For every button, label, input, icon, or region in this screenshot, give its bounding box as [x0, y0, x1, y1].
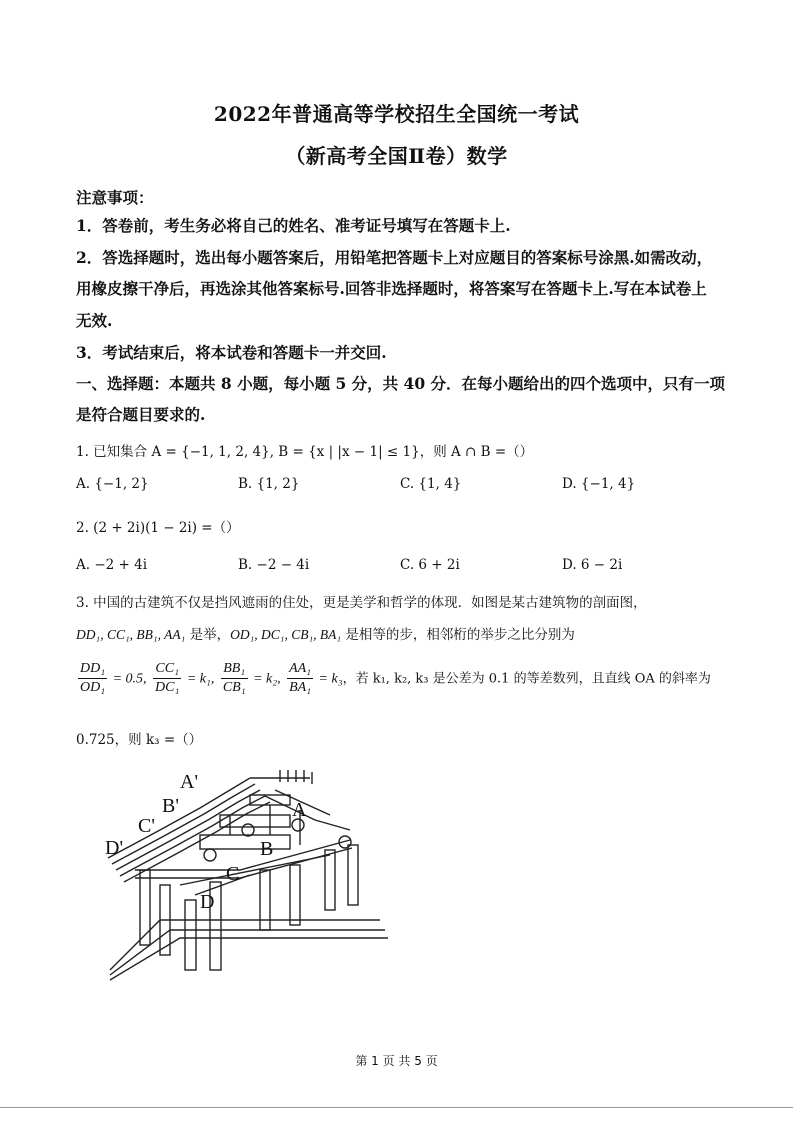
notice-item-3: 3．考试结束后，将本试卷和答题卡一并交回. — [76, 343, 387, 362]
ratio-fraction-3: $\frac{\text{BB₁}}{\text{CB₁}}$ — [222, 661, 246, 695]
bu-list: OD₁, DC₁, CB₁, BA₁ — [230, 627, 342, 642]
question-3-condition: ，若 k₁, k₂, k₃ 是公差为 0.1 的等差数列，且直线 OA 的斜率为 — [342, 671, 711, 687]
ju-label: 是举， — [185, 627, 231, 643]
label-c-prime: C' — [138, 815, 155, 837]
notice-item-2-line-2: 用橡皮擦干净后，再选涂其他答案标号.回答非选择题时，将答案写在答题卡上.写在本试卷上 — [76, 279, 707, 298]
ratio-fraction-2: $\frac{\text{CC₁}}{\text{DC₁}}$ — [155, 661, 180, 695]
question-2-option-d: D. 6 − 2i — [562, 557, 623, 573]
question-2-option-b: B. −2 − 4i — [238, 557, 310, 573]
notice-item-2-line-1: 2．答选择题时，选出每小题答案后，用铅笔把答题卡上对应题目的答案标号涂黑.如需改动， — [76, 248, 713, 267]
ratio-eq-3: = k₂, — [249, 671, 281, 687]
label-a: A — [292, 799, 307, 821]
question-2-stem: 2. (2 + 2i)(1 − 2i) =（） — [76, 520, 240, 536]
label-c: C — [226, 863, 240, 885]
question-3-line-2 — [76, 623, 575, 643]
exam-subtitle: （新高考全国Ⅱ卷）数学 — [285, 144, 508, 168]
page-footer: 第 1 页 共 5 页 — [355, 1054, 438, 1068]
label-d: D — [200, 891, 215, 913]
question-1-option-c: C. {1, 4} — [400, 476, 462, 492]
question-1-option-a: A. {−1, 2} — [76, 476, 149, 492]
exam-title: 2022年普通高等学校招生全国统一考试 — [213, 102, 580, 126]
ratio-fraction-4: $\frac{\text{AA₁}}{\text{BA₁}}$ — [289, 661, 312, 695]
notice-item-2-line-3: 无效. — [76, 311, 113, 330]
question-3-line-4: 0.725，则 k₃ =（） — [76, 732, 203, 748]
bottom-rule — [0, 1107, 793, 1108]
question-1-stem: 1. 已知集合 A = {−1, 1, 2, 4}, B = {x | |x − 1| ≤ 1}，则 A ∩ B =（） — [76, 444, 534, 460]
question-2-option-c: C. 6 + 2i — [400, 557, 460, 573]
question-3-ratio-line — [76, 660, 711, 697]
section-1-heading-line-1: 一、选择题：本题共 8 小题，每小题 5 分，共 40 分．在每小题给出的四个选项中，只有一项 — [76, 374, 726, 393]
label-a-prime: A' — [180, 771, 199, 793]
question-2-option-a: A. −2 + 4i — [76, 557, 148, 573]
ratio-eq-2: = k₁, — [183, 671, 215, 687]
ratio-eq-4: = k₃ — [315, 671, 343, 687]
question-1-option-d: D. {−1, 4} — [562, 476, 636, 492]
ancient-building-figure — [100, 770, 390, 990]
notice-heading: 注意事项： — [76, 188, 154, 207]
bu-label: 是相等的步，相邻桁的举步之比分别为 — [341, 627, 575, 643]
ju-list: DD₁, CC₁, BB₁, AA₁ — [76, 627, 186, 642]
notice-item-1: 1．答卷前，考生务必将自己的姓名、准考证号填写在答题卡上. — [76, 216, 511, 235]
section-1-heading-line-2: 是符合题目要求的. — [76, 405, 206, 424]
question-1-option-b: B. {1, 2} — [238, 476, 300, 492]
label-b: B — [260, 838, 274, 860]
label-d-prime: D' — [105, 837, 124, 859]
ratio-fraction-1: $\frac{\text{DD₁}}{\text{OD₁}}$ — [80, 661, 106, 695]
ratio-eq-1: = 0.5, — [109, 671, 147, 687]
question-3-line-1: 3. 中国的古建筑不仅是挡风遮雨的住处，更是美学和哲学的体现．如图是某古建筑物的剖面图， — [76, 595, 647, 611]
label-b-prime: B' — [162, 795, 179, 817]
